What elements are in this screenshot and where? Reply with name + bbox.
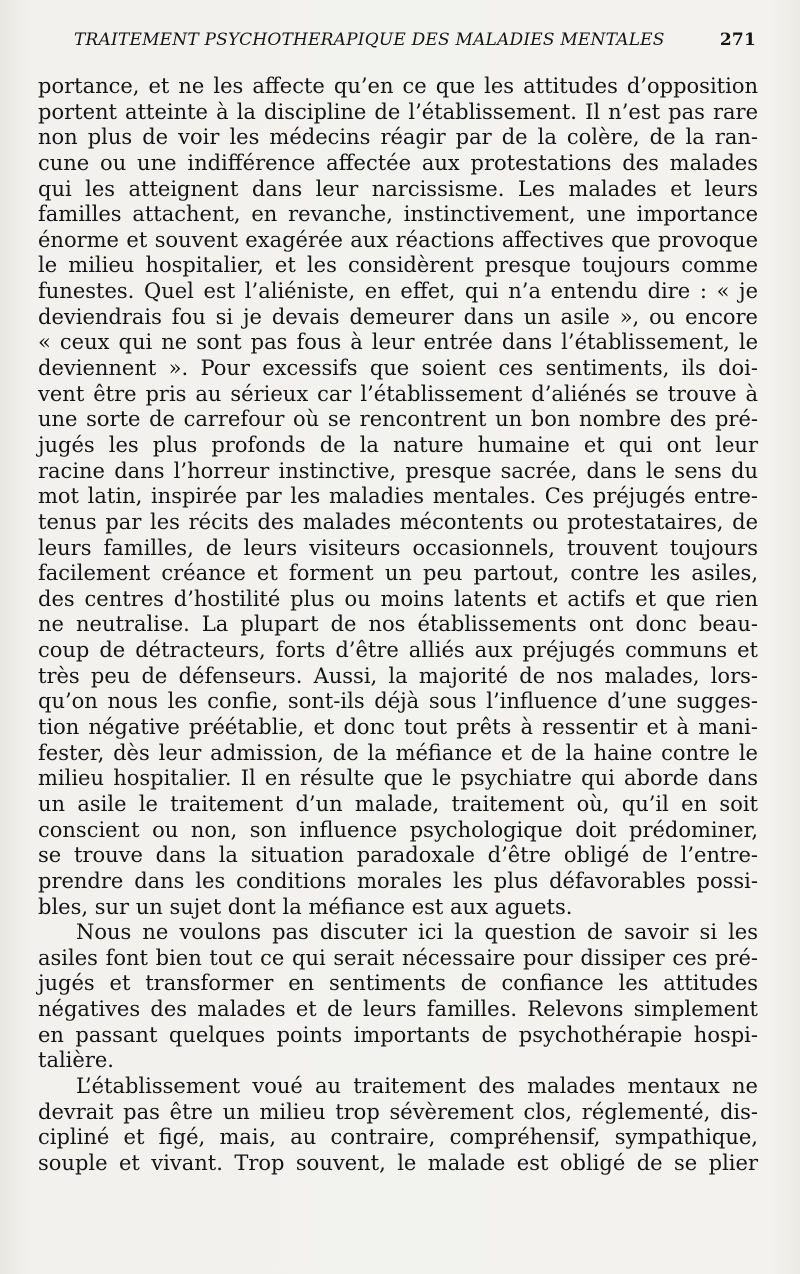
text-line: très peu de défenseurs. Aussi, la majorité de nos malades, lors- <box>38 663 758 688</box>
paragraph-end-line: bles, sur un sujet dont la méfiance est aux aguets. <box>38 894 573 919</box>
text-line: un asile le traitement d’un malade, traitement où, qu’il en soit <box>38 791 758 816</box>
text-line: facilement créance et forment un peu partout, contre les asiles, <box>38 561 758 586</box>
text-line: tenus par les récits des malades mécontents ou protestataires, de <box>38 509 758 534</box>
text-line: jugés et transformer en sentiments de confiance les attitudes <box>38 971 758 996</box>
paragraph-end-line: talière. <box>38 1048 114 1073</box>
text-line: se trouve dans la situation paradoxale d’être obligé de l’entre- <box>38 843 758 868</box>
text-line: fester, dès leur admission, de la méfiance et de la haine contre le <box>38 740 758 765</box>
text-line: vent être pris au sérieux car l’établissement d’aliénés se trouve à <box>38 381 758 406</box>
text-line: conscient ou non, son influence psychologique doit prédominer, <box>38 817 758 842</box>
text-line: en passant quelques points importants de psychothérapie hospi- <box>38 1022 758 1047</box>
body-text <box>38 74 758 1177</box>
running-title: TRAITEMENT PSYCHOTHERAPIQUE DES MALADIES MENTALES <box>74 30 665 50</box>
text-line: leurs familles, de leurs visiteurs occasionnels, trouvent toujours <box>38 535 758 560</box>
text-line: familles attachent, en revanche, instinctivement, une importance <box>38 202 758 227</box>
text-line: cipliné et figé, mais, au contraire, compréhensif, sympathique, <box>38 1125 758 1150</box>
text-line: ne neutralise. La plupart de nos établissements ont donc beau- <box>38 612 758 637</box>
text-line: énorme et souvent exagérée aux réactions affectives que provoque <box>38 227 758 252</box>
text-line: cune ou une indifférence affectée aux protestations des malades <box>38 150 758 175</box>
paragraph-start-line: Nous ne voulons pas discuter ici la question de savoir si les <box>76 920 758 945</box>
text-line: « ceux qui ne sont pas fous à leur entrée dans l’établissement, le <box>38 330 758 355</box>
text-line: des centres d’hostilité plus ou moins latents et actifs et que rien <box>38 586 758 611</box>
text-line: asiles font bien tout ce qui serait nécessaire pour dissiper ces pré- <box>38 945 758 970</box>
text-line: tion négative préétablie, et donc tout prêts à ressentir et à mani- <box>38 715 758 740</box>
text-line: funestes. Quel est l’aliéniste, en effet, qui n’a entendu dire : « je <box>38 279 758 304</box>
text-line: portent atteinte à la discipline de l’établissement. Il n’est pas rare <box>38 99 758 124</box>
text-line: qui les atteignent dans leur narcissisme. Les malades et leurs <box>38 176 758 201</box>
text-line: prendre dans les conditions morales les plus défavorables possi- <box>38 868 758 893</box>
text-line: une sorte de carrefour où se rencontrent un bon nombre des pré- <box>38 407 758 432</box>
text-line: non plus de voir les médecins réagir par de la colère, de la ran- <box>38 125 758 150</box>
running-head <box>74 30 756 56</box>
text-line: le milieu hospitalier, et les considèrent presque toujours comme <box>38 253 758 278</box>
text-line: souple et vivant. Trop souvent, le malade est obligé de se plier <box>38 1150 758 1175</box>
text-line: deviendrais fou si je devais demeurer dans un asile », ou encore <box>38 304 758 329</box>
text-line: devrait pas être un milieu trop sévèrement clos, réglementé, dis- <box>38 1099 758 1124</box>
text-line: deviennent ». Pour excessifs que soient ces sentiments, ils doi- <box>38 356 758 381</box>
text-line: négatives des malades et de leurs familles. Relevons simplement <box>38 997 758 1022</box>
text-line: jugés les plus profonds de la nature humaine et qui ont leur <box>38 432 758 457</box>
text-line: qu’on nous les confie, sont-ils déjà sous l’influence d’une sugges- <box>38 689 758 714</box>
text-line: mot latin, inspirée par les maladies mentales. Ces préjugés entre- <box>38 484 758 509</box>
text-line: coup de détracteurs, forts d’être alliés aux préjugés communs et <box>38 638 758 663</box>
text-line: portance, et ne les affecte qu’en ce que les attitudes d’opposition <box>38 74 758 98</box>
text-line: milieu hospitalier. Il en résulte que le psychiatre qui aborde dans <box>38 766 758 791</box>
page-number: 271 <box>719 30 756 50</box>
text-line: racine dans l’horreur instinctive, presque sacrée, dans le sens du <box>38 458 758 483</box>
paragraph-start-line: L’établissement voué au traitement des malades mentaux ne <box>76 1073 758 1098</box>
